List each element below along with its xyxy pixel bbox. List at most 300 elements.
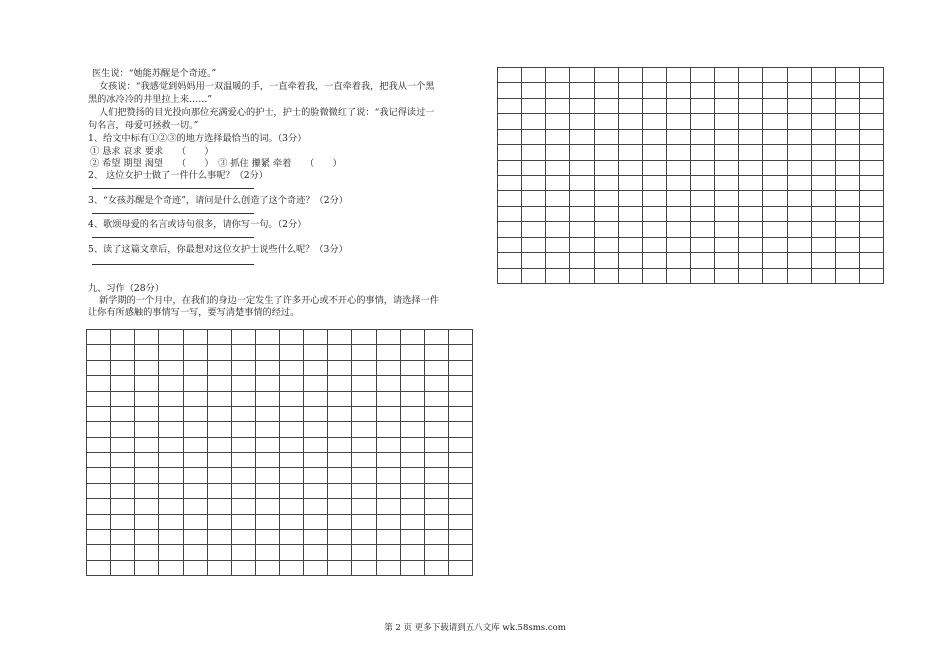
grid-cell[interactable] bbox=[256, 407, 280, 422]
grid-cell[interactable] bbox=[304, 468, 328, 483]
grid-cell[interactable] bbox=[256, 545, 280, 560]
grid-cell[interactable] bbox=[860, 161, 884, 176]
grid-cell[interactable] bbox=[739, 114, 763, 129]
grid-cell[interactable] bbox=[159, 407, 183, 422]
grid-cell[interactable] bbox=[87, 453, 111, 468]
grid-cell[interactable] bbox=[788, 207, 812, 222]
grid-cell[interactable] bbox=[570, 191, 594, 206]
grid-cell[interactable] bbox=[184, 453, 208, 468]
grid-cell[interactable] bbox=[401, 345, 425, 360]
grid-cell[interactable] bbox=[619, 99, 643, 114]
grid-cell[interactable] bbox=[788, 161, 812, 176]
grid-cell[interactable] bbox=[667, 99, 691, 114]
grid-cell[interactable] bbox=[667, 176, 691, 191]
grid-cell[interactable] bbox=[667, 238, 691, 253]
grid-cell[interactable] bbox=[812, 83, 836, 98]
grid-cell[interactable] bbox=[715, 176, 739, 191]
grid-cell[interactable] bbox=[184, 530, 208, 545]
grid-cell[interactable] bbox=[570, 207, 594, 222]
grid-cell[interactable] bbox=[256, 361, 280, 376]
grid-cell[interactable] bbox=[691, 269, 715, 284]
grid-cell[interactable] bbox=[425, 392, 449, 407]
grid-cell[interactable] bbox=[232, 345, 256, 360]
grid-cell[interactable] bbox=[691, 238, 715, 253]
grid-cell[interactable] bbox=[763, 207, 787, 222]
grid-cell[interactable] bbox=[401, 530, 425, 545]
grid-cell[interactable] bbox=[812, 238, 836, 253]
grid-cell[interactable] bbox=[256, 376, 280, 391]
grid-cell[interactable] bbox=[425, 422, 449, 437]
grid-cell[interactable] bbox=[377, 407, 401, 422]
grid-cell[interactable] bbox=[401, 330, 425, 345]
grid-cell[interactable] bbox=[522, 130, 546, 145]
grid-cell[interactable] bbox=[135, 515, 159, 530]
grid-cell[interactable] bbox=[377, 422, 401, 437]
grid-cell[interactable] bbox=[280, 392, 304, 407]
grid-cell[interactable] bbox=[256, 453, 280, 468]
composition-writing-grid-left[interactable] bbox=[86, 329, 473, 576]
grid-cell[interactable] bbox=[135, 530, 159, 545]
grid-cell[interactable] bbox=[812, 130, 836, 145]
grid-cell[interactable] bbox=[715, 253, 739, 268]
grid-cell[interactable] bbox=[256, 330, 280, 345]
grid-cell[interactable] bbox=[328, 530, 352, 545]
grid-cell[interactable] bbox=[449, 407, 473, 422]
grid-cell[interactable] bbox=[619, 114, 643, 129]
grid-cell[interactable] bbox=[401, 422, 425, 437]
grid-cell[interactable] bbox=[135, 361, 159, 376]
grid-cell[interactable] bbox=[715, 83, 739, 98]
grid-cell[interactable] bbox=[449, 484, 473, 499]
grid-cell[interactable] bbox=[498, 176, 522, 191]
grid-cell[interactable] bbox=[546, 161, 570, 176]
grid-cell[interactable] bbox=[401, 545, 425, 560]
grid-cell[interactable] bbox=[377, 545, 401, 560]
grid-cell[interactable] bbox=[643, 222, 667, 237]
grid-cell[interactable] bbox=[256, 561, 280, 576]
grid-cell[interactable] bbox=[111, 376, 135, 391]
grid-cell[interactable] bbox=[739, 161, 763, 176]
grid-cell[interactable] bbox=[377, 330, 401, 345]
grid-cell[interactable] bbox=[159, 468, 183, 483]
grid-cell[interactable] bbox=[546, 83, 570, 98]
grid-cell[interactable] bbox=[208, 330, 232, 345]
grid-cell[interactable] bbox=[304, 422, 328, 437]
grid-cell[interactable] bbox=[522, 222, 546, 237]
grid-cell[interactable] bbox=[667, 68, 691, 83]
grid-cell[interactable] bbox=[280, 376, 304, 391]
grid-cell[interactable] bbox=[570, 68, 594, 83]
grid-cell[interactable] bbox=[812, 145, 836, 160]
grid-cell[interactable] bbox=[788, 130, 812, 145]
grid-cell[interactable] bbox=[184, 438, 208, 453]
grid-cell[interactable] bbox=[328, 438, 352, 453]
grid-cell[interactable] bbox=[667, 191, 691, 206]
grid-cell[interactable] bbox=[619, 253, 643, 268]
grid-cell[interactable] bbox=[498, 191, 522, 206]
grid-cell[interactable] bbox=[522, 145, 546, 160]
grid-cell[interactable] bbox=[352, 361, 376, 376]
grid-cell[interactable] bbox=[352, 376, 376, 391]
grid-cell[interactable] bbox=[788, 253, 812, 268]
grid-cell[interactable] bbox=[691, 191, 715, 206]
grid-cell[interactable] bbox=[739, 83, 763, 98]
grid-cell[interactable] bbox=[87, 561, 111, 576]
grid-cell[interactable] bbox=[111, 361, 135, 376]
grid-cell[interactable] bbox=[498, 114, 522, 129]
grid-cell[interactable] bbox=[643, 191, 667, 206]
grid-cell[interactable] bbox=[860, 269, 884, 284]
grid-cell[interactable] bbox=[280, 330, 304, 345]
grid-cell[interactable] bbox=[377, 438, 401, 453]
grid-cell[interactable] bbox=[788, 145, 812, 160]
grid-cell[interactable] bbox=[87, 499, 111, 514]
grid-cell[interactable] bbox=[763, 238, 787, 253]
grid-cell[interactable] bbox=[522, 253, 546, 268]
grid-cell[interactable] bbox=[498, 68, 522, 83]
grid-cell[interactable] bbox=[280, 468, 304, 483]
grid-cell[interactable] bbox=[812, 176, 836, 191]
grid-cell[interactable] bbox=[232, 407, 256, 422]
grid-cell[interactable] bbox=[788, 222, 812, 237]
grid-cell[interactable] bbox=[208, 392, 232, 407]
grid-cell[interactable] bbox=[715, 238, 739, 253]
grid-cell[interactable] bbox=[788, 114, 812, 129]
grid-cell[interactable] bbox=[570, 130, 594, 145]
grid-cell[interactable] bbox=[352, 407, 376, 422]
grid-cell[interactable] bbox=[159, 422, 183, 437]
grid-cell[interactable] bbox=[788, 176, 812, 191]
grid-cell[interactable] bbox=[328, 422, 352, 437]
grid-cell[interactable] bbox=[256, 530, 280, 545]
grid-cell[interactable] bbox=[860, 99, 884, 114]
grid-cell[interactable] bbox=[788, 99, 812, 114]
grid-cell[interactable] bbox=[570, 83, 594, 98]
grid-cell[interactable] bbox=[763, 68, 787, 83]
grid-cell[interactable] bbox=[352, 345, 376, 360]
grid-cell[interactable] bbox=[401, 561, 425, 576]
grid-cell[interactable] bbox=[425, 561, 449, 576]
grid-cell[interactable] bbox=[449, 530, 473, 545]
grid-cell[interactable] bbox=[595, 253, 619, 268]
grid-cell[interactable] bbox=[739, 130, 763, 145]
grid-cell[interactable] bbox=[449, 392, 473, 407]
grid-cell[interactable] bbox=[643, 99, 667, 114]
grid-cell[interactable] bbox=[570, 253, 594, 268]
grid-cell[interactable] bbox=[546, 145, 570, 160]
grid-cell[interactable] bbox=[111, 468, 135, 483]
grid-cell[interactable] bbox=[763, 145, 787, 160]
grid-cell[interactable] bbox=[159, 330, 183, 345]
grid-cell[interactable] bbox=[836, 114, 860, 129]
grid-cell[interactable] bbox=[232, 530, 256, 545]
grid-cell[interactable] bbox=[280, 422, 304, 437]
grid-cell[interactable] bbox=[522, 161, 546, 176]
grid-cell[interactable] bbox=[739, 238, 763, 253]
grid-cell[interactable] bbox=[643, 207, 667, 222]
grid-cell[interactable] bbox=[449, 422, 473, 437]
grid-cell[interactable] bbox=[595, 130, 619, 145]
grid-cell[interactable] bbox=[836, 191, 860, 206]
grid-cell[interactable] bbox=[208, 376, 232, 391]
grid-cell[interactable] bbox=[87, 407, 111, 422]
grid-cell[interactable] bbox=[401, 468, 425, 483]
grid-cell[interactable] bbox=[135, 499, 159, 514]
grid-cell[interactable] bbox=[304, 345, 328, 360]
grid-cell[interactable] bbox=[208, 561, 232, 576]
grid-cell[interactable] bbox=[691, 176, 715, 191]
grid-cell[interactable] bbox=[352, 422, 376, 437]
grid-cell[interactable] bbox=[860, 176, 884, 191]
grid-cell[interactable] bbox=[184, 499, 208, 514]
grid-cell[interactable] bbox=[570, 161, 594, 176]
grid-cell[interactable] bbox=[570, 145, 594, 160]
grid-cell[interactable] bbox=[328, 330, 352, 345]
grid-cell[interactable] bbox=[184, 422, 208, 437]
grid-cell[interactable] bbox=[836, 222, 860, 237]
grid-cell[interactable] bbox=[135, 422, 159, 437]
grid-cell[interactable] bbox=[280, 453, 304, 468]
grid-cell[interactable] bbox=[643, 130, 667, 145]
grid-cell[interactable] bbox=[232, 499, 256, 514]
grid-cell[interactable] bbox=[570, 99, 594, 114]
grid-cell[interactable] bbox=[449, 376, 473, 391]
grid-cell[interactable] bbox=[304, 392, 328, 407]
grid-cell[interactable] bbox=[860, 222, 884, 237]
grid-cell[interactable] bbox=[546, 222, 570, 237]
grid-cell[interactable] bbox=[328, 376, 352, 391]
grid-cell[interactable] bbox=[401, 376, 425, 391]
grid-cell[interactable] bbox=[135, 438, 159, 453]
grid-cell[interactable] bbox=[667, 253, 691, 268]
answer-line-2[interactable] bbox=[92, 188, 254, 189]
grid-cell[interactable] bbox=[522, 68, 546, 83]
grid-cell[interactable] bbox=[619, 176, 643, 191]
grid-cell[interactable] bbox=[860, 238, 884, 253]
grid-cell[interactable] bbox=[208, 438, 232, 453]
grid-cell[interactable] bbox=[860, 191, 884, 206]
grid-cell[interactable] bbox=[595, 68, 619, 83]
grid-cell[interactable] bbox=[788, 68, 812, 83]
grid-cell[interactable] bbox=[87, 345, 111, 360]
grid-cell[interactable] bbox=[135, 545, 159, 560]
grid-cell[interactable] bbox=[135, 407, 159, 422]
grid-cell[interactable] bbox=[208, 407, 232, 422]
grid-cell[interactable] bbox=[619, 222, 643, 237]
grid-cell[interactable] bbox=[498, 145, 522, 160]
grid-cell[interactable] bbox=[328, 561, 352, 576]
grid-cell[interactable] bbox=[232, 515, 256, 530]
grid-cell[interactable] bbox=[643, 145, 667, 160]
grid-cell[interactable] bbox=[643, 269, 667, 284]
grid-cell[interactable] bbox=[715, 145, 739, 160]
grid-cell[interactable] bbox=[691, 99, 715, 114]
grid-cell[interactable] bbox=[401, 361, 425, 376]
grid-cell[interactable] bbox=[184, 392, 208, 407]
grid-cell[interactable] bbox=[135, 392, 159, 407]
grid-cell[interactable] bbox=[184, 561, 208, 576]
grid-cell[interactable] bbox=[691, 207, 715, 222]
grid-cell[interactable] bbox=[208, 422, 232, 437]
grid-cell[interactable] bbox=[570, 176, 594, 191]
grid-cell[interactable] bbox=[715, 269, 739, 284]
grid-cell[interactable] bbox=[87, 361, 111, 376]
grid-cell[interactable] bbox=[401, 392, 425, 407]
grid-cell[interactable] bbox=[401, 515, 425, 530]
grid-cell[interactable] bbox=[739, 145, 763, 160]
grid-cell[interactable] bbox=[836, 99, 860, 114]
grid-cell[interactable] bbox=[328, 468, 352, 483]
grid-cell[interactable] bbox=[184, 330, 208, 345]
grid-cell[interactable] bbox=[256, 515, 280, 530]
grid-cell[interactable] bbox=[111, 392, 135, 407]
grid-cell[interactable] bbox=[860, 83, 884, 98]
grid-cell[interactable] bbox=[667, 145, 691, 160]
grid-cell[interactable] bbox=[522, 99, 546, 114]
grid-cell[interactable] bbox=[619, 191, 643, 206]
grid-cell[interactable] bbox=[836, 269, 860, 284]
grid-cell[interactable] bbox=[135, 345, 159, 360]
grid-cell[interactable] bbox=[715, 161, 739, 176]
grid-cell[interactable] bbox=[546, 191, 570, 206]
grid-cell[interactable] bbox=[111, 545, 135, 560]
grid-cell[interactable] bbox=[304, 545, 328, 560]
grid-cell[interactable] bbox=[159, 484, 183, 499]
grid-cell[interactable] bbox=[159, 530, 183, 545]
grid-cell[interactable] bbox=[232, 330, 256, 345]
grid-cell[interactable] bbox=[498, 207, 522, 222]
grid-cell[interactable] bbox=[304, 561, 328, 576]
grid-cell[interactable] bbox=[763, 114, 787, 129]
grid-cell[interactable] bbox=[546, 114, 570, 129]
grid-cell[interactable] bbox=[595, 238, 619, 253]
grid-cell[interactable] bbox=[377, 530, 401, 545]
grid-cell[interactable] bbox=[449, 453, 473, 468]
grid-cell[interactable] bbox=[691, 145, 715, 160]
grid-cell[interactable] bbox=[377, 484, 401, 499]
grid-cell[interactable] bbox=[425, 407, 449, 422]
grid-cell[interactable] bbox=[159, 392, 183, 407]
grid-cell[interactable] bbox=[425, 438, 449, 453]
grid-cell[interactable] bbox=[788, 83, 812, 98]
grid-cell[interactable] bbox=[352, 499, 376, 514]
grid-cell[interactable] bbox=[595, 176, 619, 191]
grid-cell[interactable] bbox=[449, 561, 473, 576]
grid-cell[interactable] bbox=[522, 114, 546, 129]
grid-cell[interactable] bbox=[328, 361, 352, 376]
grid-cell[interactable] bbox=[739, 222, 763, 237]
grid-cell[interactable] bbox=[328, 484, 352, 499]
grid-cell[interactable] bbox=[667, 269, 691, 284]
grid-cell[interactable] bbox=[667, 114, 691, 129]
grid-cell[interactable] bbox=[860, 114, 884, 129]
grid-cell[interactable] bbox=[836, 207, 860, 222]
grid-cell[interactable] bbox=[715, 114, 739, 129]
grid-cell[interactable] bbox=[667, 207, 691, 222]
grid-cell[interactable] bbox=[256, 468, 280, 483]
grid-cell[interactable] bbox=[377, 392, 401, 407]
grid-cell[interactable] bbox=[111, 515, 135, 530]
grid-cell[interactable] bbox=[449, 545, 473, 560]
grid-cell[interactable] bbox=[788, 238, 812, 253]
grid-cell[interactable] bbox=[425, 468, 449, 483]
grid-cell[interactable] bbox=[425, 484, 449, 499]
grid-cell[interactable] bbox=[522, 269, 546, 284]
grid-cell[interactable] bbox=[812, 253, 836, 268]
grid-cell[interactable] bbox=[135, 561, 159, 576]
grid-cell[interactable] bbox=[643, 253, 667, 268]
grid-cell[interactable] bbox=[87, 515, 111, 530]
answer-line-4[interactable] bbox=[92, 237, 254, 238]
grid-cell[interactable] bbox=[595, 83, 619, 98]
grid-cell[interactable] bbox=[159, 561, 183, 576]
grid-cell[interactable] bbox=[352, 392, 376, 407]
grid-cell[interactable] bbox=[111, 484, 135, 499]
grid-cell[interactable] bbox=[184, 407, 208, 422]
grid-cell[interactable] bbox=[280, 407, 304, 422]
grid-cell[interactable] bbox=[208, 515, 232, 530]
grid-cell[interactable] bbox=[232, 453, 256, 468]
grid-cell[interactable] bbox=[328, 407, 352, 422]
composition-writing-grid-right[interactable] bbox=[497, 67, 884, 284]
grid-cell[interactable] bbox=[280, 499, 304, 514]
grid-cell[interactable] bbox=[643, 176, 667, 191]
grid-cell[interactable] bbox=[522, 83, 546, 98]
grid-cell[interactable] bbox=[328, 345, 352, 360]
grid-cell[interactable] bbox=[836, 161, 860, 176]
grid-cell[interactable] bbox=[667, 130, 691, 145]
grid-cell[interactable] bbox=[812, 161, 836, 176]
grid-cell[interactable] bbox=[87, 468, 111, 483]
grid-cell[interactable] bbox=[208, 545, 232, 560]
grid-cell[interactable] bbox=[860, 130, 884, 145]
grid-cell[interactable] bbox=[812, 222, 836, 237]
grid-cell[interactable] bbox=[377, 499, 401, 514]
grid-cell[interactable] bbox=[643, 238, 667, 253]
grid-cell[interactable] bbox=[425, 530, 449, 545]
grid-cell[interactable] bbox=[739, 253, 763, 268]
grid-cell[interactable] bbox=[595, 99, 619, 114]
grid-cell[interactable] bbox=[619, 207, 643, 222]
grid-cell[interactable] bbox=[498, 269, 522, 284]
grid-cell[interactable] bbox=[159, 545, 183, 560]
grid-cell[interactable] bbox=[643, 161, 667, 176]
grid-cell[interactable] bbox=[352, 468, 376, 483]
grid-cell[interactable] bbox=[498, 99, 522, 114]
grid-cell[interactable] bbox=[739, 68, 763, 83]
grid-cell[interactable] bbox=[546, 253, 570, 268]
grid-cell[interactable] bbox=[377, 376, 401, 391]
grid-cell[interactable] bbox=[715, 207, 739, 222]
grid-cell[interactable] bbox=[304, 330, 328, 345]
grid-cell[interactable] bbox=[377, 515, 401, 530]
grid-cell[interactable] bbox=[111, 530, 135, 545]
grid-cell[interactable] bbox=[763, 253, 787, 268]
grid-cell[interactable] bbox=[546, 269, 570, 284]
grid-cell[interactable] bbox=[836, 145, 860, 160]
grid-cell[interactable] bbox=[401, 453, 425, 468]
grid-cell[interactable] bbox=[87, 530, 111, 545]
grid-cell[interactable] bbox=[619, 238, 643, 253]
grid-cell[interactable] bbox=[812, 207, 836, 222]
grid-cell[interactable] bbox=[232, 376, 256, 391]
grid-cell[interactable] bbox=[280, 361, 304, 376]
grid-cell[interactable] bbox=[619, 161, 643, 176]
grid-cell[interactable] bbox=[546, 238, 570, 253]
grid-cell[interactable] bbox=[159, 453, 183, 468]
grid-cell[interactable] bbox=[860, 68, 884, 83]
grid-cell[interactable] bbox=[595, 222, 619, 237]
